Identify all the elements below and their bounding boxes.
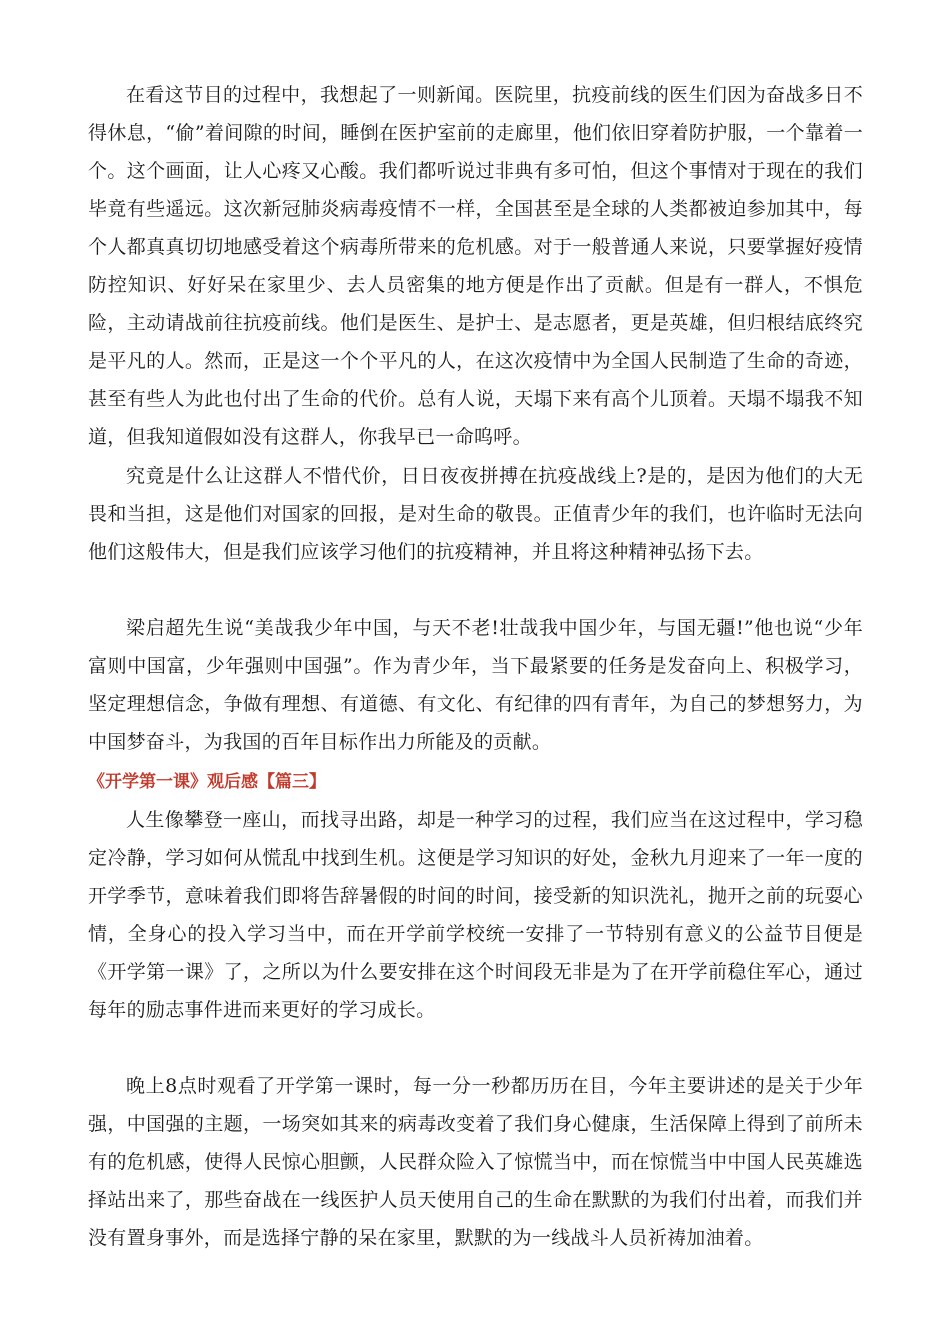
paragraph-2: 究竟是什么让这群人不惜代价，日日夜夜拼搏在抗疫战线上?是的，是因为他们的大无畏和当担，这是他们对国家的回报，是对生命的敬畏。正值青少年的我们，也许临时无法向他们这般伟大，但是我们应该学习他们的抗疫精神，并且将这种精神弘扬下去。 <box>88 465 863 563</box>
paragraph-3: 梁启超先生说“美哉我少年中国，与天不老!壮哉我中国少年，与国无疆!”他也说“少年富则中国富，少年强则中国强”。作为青少年，当下最紧要的任务是发奋向上、积极学习，坚定理想信念，争做有理想、有道德、有文化、有纪律的四有青年，为自己的梦想努力，为中国梦奋斗，为我国的百年目标作出力所能及的贡献。 <box>88 617 863 753</box>
paragraph-1: 在看这节目的过程中，我想起了一则新闻。医院里，抗疫前线的医生们因为奋战多日不得休息，“偷”着间隙的时间，睡倒在医护室前的走廊里，他们依旧穿着防护服，一个靠着一个。这个画面，让人心疼又心酸。我们都听说过非典有多可怕，但这个事情对于现在的我们毕竟有些遥远。这次新冠肺炎病毒疫情不一样，全国甚至是全球的人类都被迫参加其中，每个人都真真切切地感受着这个病毒所带来的危机感。对于一般普通人来说，只要掌握好疫情防控知识、好好呆在家里少、去人员密集的地方便是作出了贡献。但是有一群人，不惧危险，主动请战前往抗疫前线。他们是医生、是护士、是志愿者，更是英雄，但归根结底终究是平凡的人。然而，正是这一个个平凡的人，在这次疫情中为全国人民制造了生命的奇迹，甚至有些人为此也付出了生命的代价。总有人说，天塌下来有高个儿顶着。天塌不塌我不知道，但我知道假如没有这群人，你我早已一命呜呼。 <box>88 84 863 448</box>
section-paragraph-1: 人生像攀登一座山，而找寻出路，却是一种学习的过程，我们应当在这过程中，学习稳定冷静，学习如何从慌乱中找到生机。这便是学习知识的好处，金秋九月迎来了一年一度的开学季节，意味着我们即将告辞暑假的时间的时间，接受新的知识洗礼，抛开之前的玩耍心情，全身心的投入学习当中，而在开学前学校统一安排了一节特别有意义的公益节目便是《开学第一课》了，之所以为什么要安排在这个时间段无非是为了在开学前稳住军心，通过每年的励志事件进而来更好的学习成长。 <box>88 809 863 1021</box>
section-heading: 《开学第一课》观后感【篇三】 <box>88 772 326 792</box>
section-paragraph-2: 晚上8点时观看了开学第一课时，每一分一秒都历历在目，今年主要讲述的是关于少年强，中国强的主题，一场突如其来的病毒改变着了我们身心健康，生活保障上得到了前所未有的危机感，使得人民惊心胆颤，人民群众险入了惊慌当中，而在惊慌当中中国人民英雄选择站出来了，那些奋战在一线医护人员天使用自己的生命在默默的为我们付出着，而我们并没有置身事外，而是选择宁静的呆在家里，默默的为一线战斗人员祈祷加油着。 <box>88 1075 863 1249</box>
